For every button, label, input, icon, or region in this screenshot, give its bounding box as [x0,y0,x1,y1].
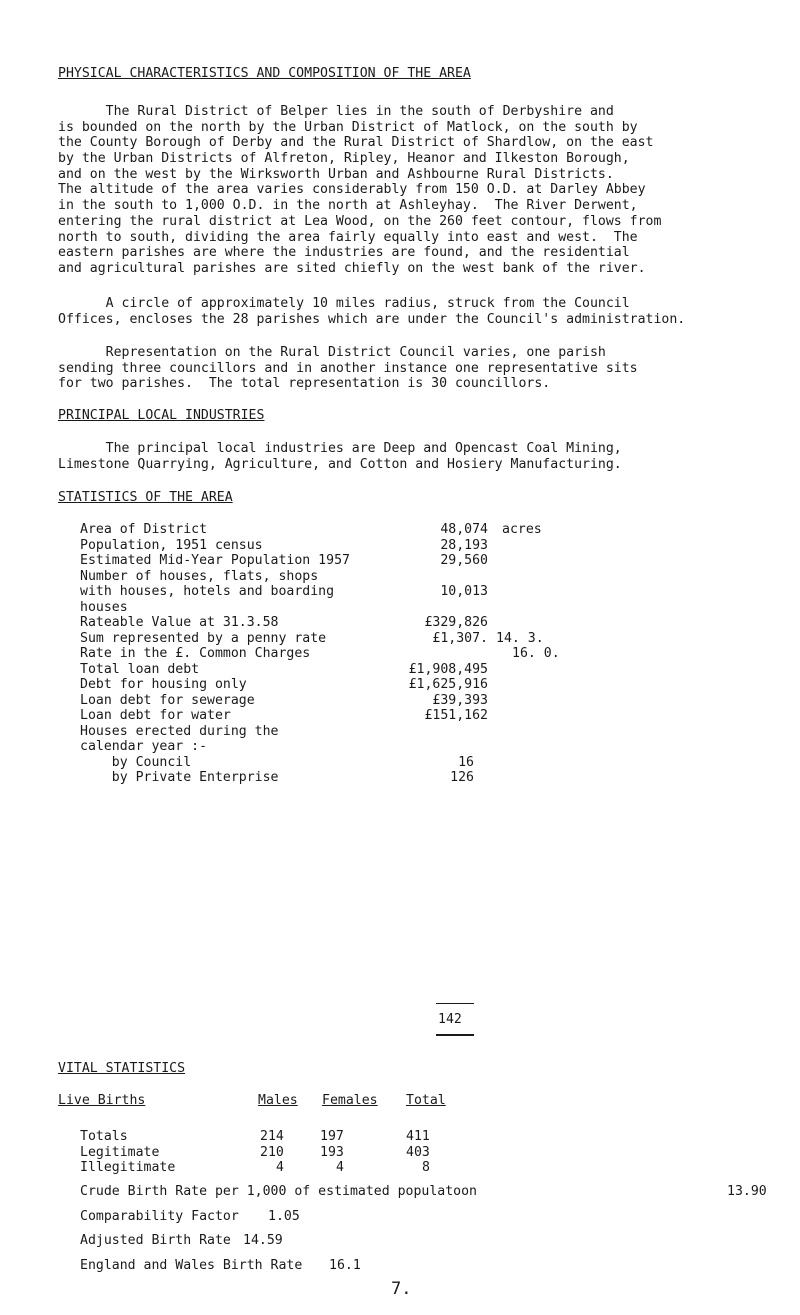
heading-vital-statistics: VITAL STATISTICS [58,1061,186,1076]
birth-cell: 214 [260,1129,284,1144]
birth-cell: 4 [336,1160,344,1176]
heading-principal-industries: PRINCIPAL LOCAL INDUSTRIES [58,408,265,423]
birth-cell: 4 [276,1160,284,1176]
paragraph-line: entering the rural district at Lea Wood, on the 260 feet contour, flows from [58,213,662,229]
stat-label: Population, 1951 census [80,537,263,553]
stat-value: 29,560 [440,553,488,568]
birth-row-label: Illegitimate [80,1160,176,1176]
stat-value: 16 [458,754,474,770]
paragraph-line: The altitude of the area varies considerably from 150 O.D. at Darley Abbey [58,182,646,198]
paragraph-line: and agricultural parishes are sited chiefly on the west bank of the river. [58,260,646,276]
paragraph-line: The Rural District of Belper lies in the south of Derbyshire and [58,104,614,119]
total-rule-top [436,1003,474,1004]
stat-label: by Private Enterprise [80,770,279,785]
paragraph-industries [58,441,770,472]
stat-value: £1,307. [432,630,488,646]
paragraph-line: A circle of approximately 10 miles radius, struck from the Council [58,296,630,311]
paragraph-physical-description [58,104,770,277]
stat-extra: 16. 0. [512,646,560,661]
paragraph-line: Offices, encloses the 28 parishes which are under the Council's administration. [58,311,686,327]
rate-label: Comparability Factor [80,1209,239,1224]
stat-value: 48,074 [440,522,488,537]
live-births-title: Live Births [58,1093,146,1108]
rate-value: 13.90 [727,1184,767,1199]
rate-label: Adjusted Birth Rate [80,1233,231,1248]
stat-value: £329,826 [424,615,488,630]
paragraph-line: The principal local industries are Deep and Opencast Coal Mining, [58,441,622,456]
birth-cell: 210 [260,1144,284,1160]
col-header-females: Females [322,1093,378,1108]
birth-cell: 193 [320,1144,344,1160]
rate-value: 16.1 [329,1258,361,1273]
stat-extra: acres [502,522,542,537]
paragraph-line: the County Borough of Derby and the Rural District of Shardlow, on the east [58,135,654,151]
stat-label: Estimated Mid-Year Population 1957 [80,553,350,568]
paragraph-line: Representation on the Rural District Council varies, one parish [58,345,606,360]
birth-cell: 8 [422,1160,430,1176]
paragraph-circle-parishes [58,296,770,327]
birth-row-label: Legitimate [80,1144,160,1160]
stat-value: £1,625,916 [408,677,488,692]
houses-total: 142 [438,1012,462,1027]
stat-label: Area of District [80,522,208,537]
birth-cell: 403 [406,1144,430,1160]
stat-value: £151,162 [424,708,488,723]
paragraph-line: eastern parishes are where the industries are found, and the residential [58,245,630,261]
paragraph-line: and on the west by the Wirksworth Urban and Ashbourne Rural Districts. [58,166,614,182]
rate-label: Crude Birth Rate per 1,000 of estimated populatoon [80,1184,477,1199]
paragraph-line: in the south to 1,000 O.D. in the north at Ashleyhay. The River Derwent, [58,198,638,214]
paragraph-line: Limestone Quarrying, Agriculture, and Cotton and Hosiery Manufacturing. [58,456,622,472]
stat-value: £1,908,495 [408,661,488,677]
paragraph-representation [58,345,770,392]
birth-cell: 197 [320,1129,344,1144]
stat-label: Rate in the £. Common Charges [80,646,311,661]
stat-value: 126 [450,770,474,785]
stat-label: Total loan debt [80,661,200,677]
stat-label: Number of houses, flats, shops with houses, hotels and boarding houses [80,568,335,615]
stat-value: 28,193 [440,537,488,553]
birth-row-label: Totals [80,1129,128,1144]
heading-statistics-area: STATISTICS OF THE AREA [58,490,233,505]
rate-label: England and Wales Birth Rate [80,1258,303,1273]
heading-physical-characteristics: PHYSICAL CHARACTERISTICS AND COMPOSITION OF THE AREA [58,66,471,81]
total-rule-bottom [436,1034,474,1036]
stat-extra: 14. 3. [496,630,544,646]
rate-value: 1.05 [268,1209,300,1224]
rate-value: 14.59 [243,1233,283,1248]
paragraph-line: north to south, dividing the area fairly equally into east and west. The [58,229,638,245]
col-header-males: Males [258,1093,298,1108]
stat-value: 10,013 [440,584,488,599]
stat-label: Sum represented by a penny rate [80,630,327,646]
stat-label: Rateable Value at 31.3.58 [80,615,279,630]
stat-label: Houses erected during the calendar year :- [80,723,279,755]
birth-cell: 411 [406,1129,430,1144]
paragraph-line: sending three councillors and in another instance one representative sits [58,360,638,376]
stat-label: Loan debt for sewerage [80,692,255,708]
col-header-total: Total [406,1093,446,1108]
paragraph-line: by the Urban Districts of Alfreton, Ripley, Heanor and Ilkeston Borough, [58,151,630,167]
page-number: 7. [391,1279,412,1299]
stat-label: Loan debt for water [80,708,231,723]
paragraph-line: is bounded on the north by the Urban District of Matlock, on the south by [58,119,638,135]
stat-label: Debt for housing only [80,677,247,692]
stat-label: by Council [80,754,192,770]
paragraph-line: for two parishes. The total representation is 30 councillors. [58,376,551,392]
stat-value: £39,393 [432,692,488,708]
